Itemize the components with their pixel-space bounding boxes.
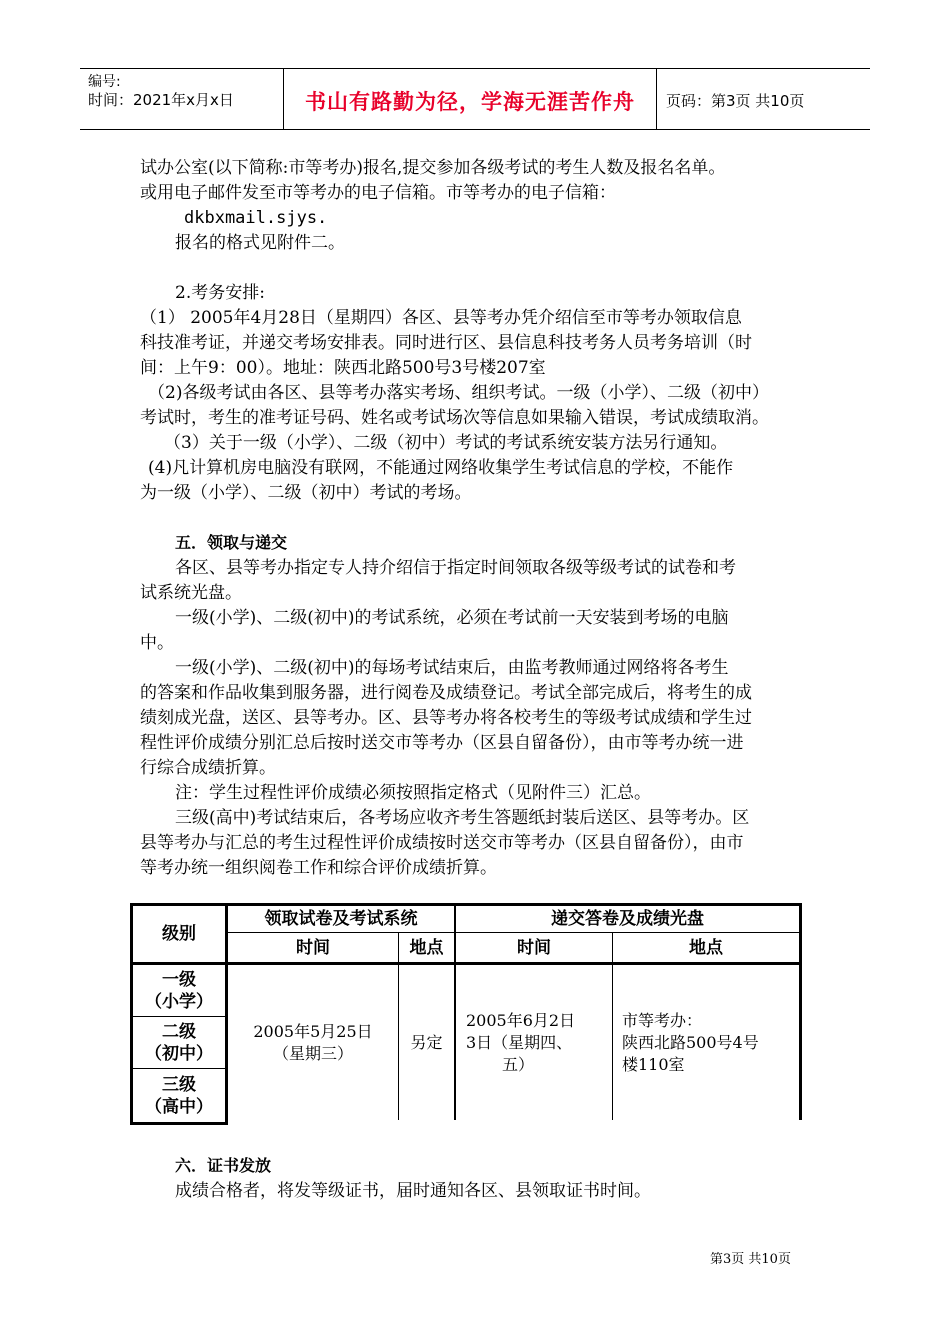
submit-time-cell	[456, 965, 612, 1120]
paragraph-line: 一级(小学)、二级(初中)的每场考试结束后，由监考教师通过网络将各考生	[175, 658, 729, 678]
level-junior	[133, 1017, 225, 1068]
header-motto: 书山有路勤为径，学海无涯苦作舟	[305, 90, 635, 114]
paragraph-line: 程性评价成绩分别汇总后按时送交市等考办（区县自留备份），由市等考办统一进	[140, 733, 744, 753]
level-senior-name: 三级	[162, 1074, 196, 1095]
section-six-title: 六．证书发放	[175, 1156, 272, 1175]
level-primary-name: 一级	[162, 969, 196, 990]
footer-page-number: 第3页 共10页	[710, 1252, 791, 1267]
paragraph-line: 科技准考证，并递交考场安排表。同时进行区、县信息科技考务人员考务培训（时	[140, 333, 752, 353]
header-level: 级别	[162, 924, 196, 944]
header-receive: 领取试卷及考试系统	[264, 909, 418, 929]
page-header	[80, 68, 870, 130]
paragraph-line: 考试时，考生的准考证号码、姓名或考试场次等信息如果输入错误，考试成绩取消。	[140, 408, 769, 428]
receive-date: 2005年5月25日	[253, 1021, 373, 1041]
submit-date-line3: 五）	[502, 1054, 535, 1074]
paragraph-line: 成绩合格者，将发等级证书，届时通知各区、县领取证书时间。	[175, 1181, 651, 1201]
level-primary-sub: （小学）	[145, 991, 213, 1012]
header-submit-time: 时间	[517, 937, 551, 958]
receive-time-cell	[228, 965, 398, 1120]
header-meta	[80, 69, 283, 129]
paragraph-line: 的答案和作品收集到服务器，进行阅卷及成绩登记。考试全部完成后，将考生的成	[140, 683, 752, 703]
table-border	[130, 1122, 227, 1125]
paragraph-line: （1） 2005年4月28日（星期四）各区、县等考办凭介绍信至市等考办领取信息	[140, 308, 742, 328]
document-number: 编号:	[88, 74, 121, 90]
header-receive-time: 时间	[296, 937, 330, 958]
receive-weekday: （星期三）	[272, 1043, 353, 1063]
paragraph-line: (4)凡计算机房电脑没有联网，不能通过网络收集学生考试信息的学校，不能作	[148, 458, 734, 478]
paragraph-line: 间：上午9：00）。地址：陕西北路500号3号楼207室	[140, 358, 546, 378]
submit-date-line1: 2005年6月2日	[466, 1010, 576, 1030]
paragraph-line: 一级(小学)、二级(初中)的考试系统，必须在考试前一天安装到考场的电脑	[175, 608, 729, 628]
header-motto-cell	[283, 69, 657, 129]
paragraph-line: 为一级（小学）、二级（初中）考试的考场。	[140, 483, 472, 503]
level-senior-sub: （高中）	[145, 1096, 213, 1117]
table-border	[799, 903, 802, 1120]
submit-place-line2: 陕西北路500号4号	[622, 1032, 759, 1052]
paragraph-line: 三级(高中)考试结束后，各考场应收齐考生答题纸封装后送区、县等考办。区	[175, 808, 750, 828]
paragraph-line: （3）关于一级（小学）、二级（初中）考试的考试系统安装方法另行通知。	[164, 433, 728, 453]
paragraph-line: 试办公室(以下简称:市等考办)报名,提交参加各级考试的考生人数及报名名单。	[140, 158, 726, 178]
submit-place-line3: 楼110室	[622, 1054, 685, 1074]
email-address: dkbxmail.sjys.	[184, 208, 328, 228]
submit-date-line2: 3日（星期四、	[466, 1032, 573, 1052]
paragraph-line: 行综合成绩折算。	[140, 758, 276, 778]
note-line: 注：学生过程性评价成绩必须按照指定格式（见附件三）汇总。	[175, 783, 651, 803]
paragraph-line: 或用电子邮件发至市等考办的电子信箱。市等考办的电子信箱：	[140, 183, 616, 203]
header-submit-place: 地点	[689, 937, 723, 958]
level-primary	[133, 965, 225, 1016]
header-page-number: 页码：第3页 共10页	[666, 92, 805, 110]
paragraph-line: 县等考办与汇总的考生过程性评价成绩按时送交市等考办（区县自留备份），由市	[140, 833, 744, 853]
document-time: 时间：2021年x月x日	[88, 91, 234, 109]
section-five-title: 五．领取与递交	[175, 533, 288, 552]
paragraph-line: （2)各级考试由各区、县等考办落实考场、组织考试。一级（小学）、二级（初中）	[148, 383, 769, 403]
paragraph-line: 报名的格式见附件二。	[175, 233, 345, 253]
receive-place-cell: 另定	[410, 1032, 443, 1052]
submit-place-line1: 市等考办：	[622, 1010, 703, 1030]
paragraph-line: 各区、县等考办指定专人持介绍信于指定时间领取各级等级考试的试卷和考	[175, 558, 736, 578]
level-junior-sub: （初中）	[145, 1043, 213, 1064]
paragraph-line: 等考办统一组织阅卷工作和综合评价成绩折算。	[140, 858, 497, 878]
paragraph-line: 中。	[140, 633, 174, 653]
level-senior	[133, 1069, 225, 1122]
submit-place-cell	[613, 965, 799, 1120]
paragraph-line: 试系统光盘。	[140, 583, 242, 603]
header-submit: 递交答卷及成绩光盘	[551, 909, 704, 929]
schedule-table	[130, 903, 802, 1125]
paragraph-line: 绩刻成光盘，送区、县等考办。区、县等考办将各校考生的等级考试成绩和学生过	[140, 708, 752, 728]
level-junior-name: 二级	[162, 1021, 196, 1042]
header-receive-place: 地点	[409, 937, 444, 958]
exam-arrangement-heading: 2.考务安排:	[175, 283, 265, 303]
header-page-cell	[656, 69, 870, 129]
